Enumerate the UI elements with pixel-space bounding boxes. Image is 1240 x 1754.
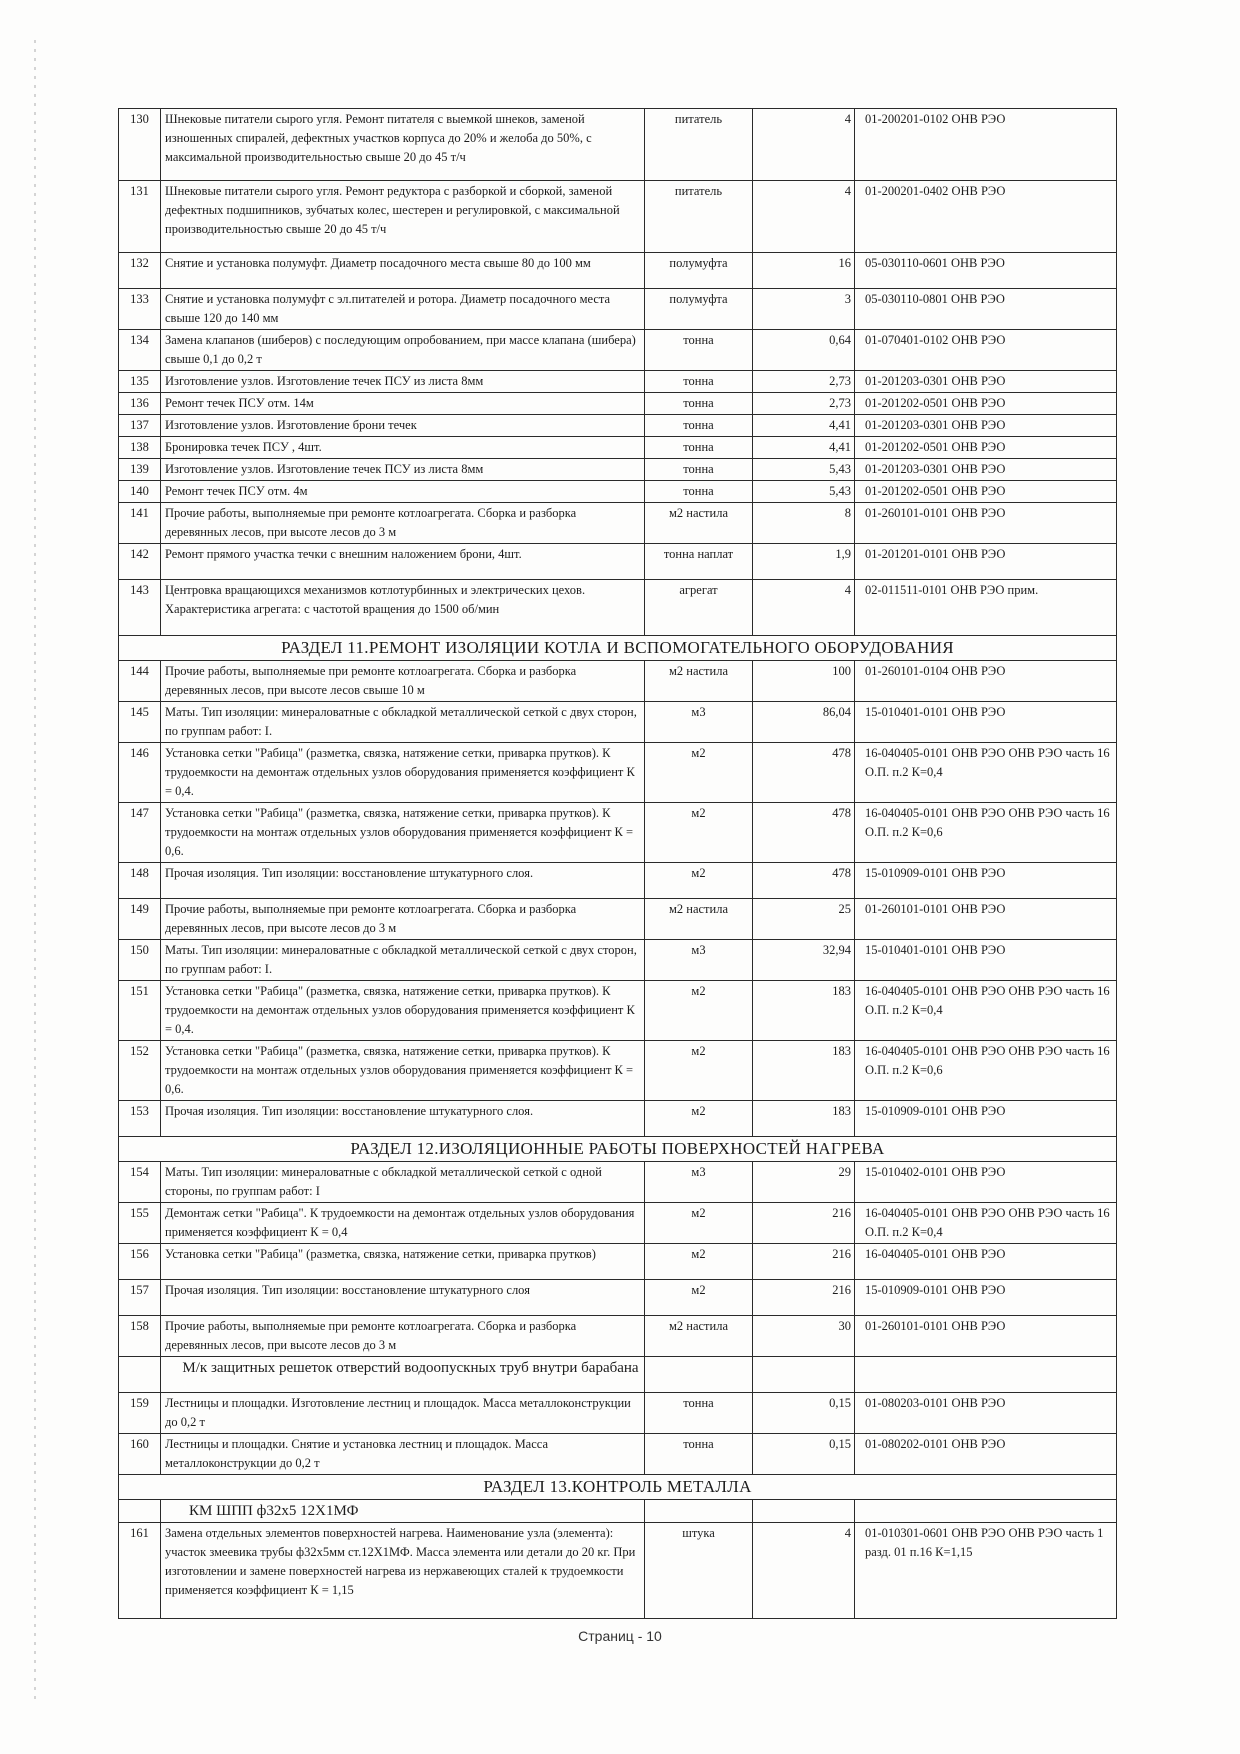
work-description: Замена отдельных элементов поверхностей нагрева. Наименование узла (элемента): участок змеевика трубы ф32х5мм ст.12Х1МФ. Масса элемента или детали до 20 кг. При изготовлении и замене поверхностей нагрева из нержавеющих сталей к трудоемкости применяется коэффициент К = 1,15 [161,1523,645,1619]
table-row [119,702,1117,743]
row-number: 147 [119,803,161,863]
unit-of-measure: тонна [645,393,753,415]
scan-margin-artifact [34,40,36,1700]
norm-code: 01-201201-0101 ОНВ РЭО [855,544,1117,580]
table-row [119,1203,1117,1244]
work-description: Установка сетки "Рабица" (разметка, связка, натяжение сетки, приварка прутков). К трудоемкости на монтаж отдельных узлов оборудования применяется коэффициент К = 0,6. [161,1041,645,1101]
row-number: 152 [119,1041,161,1101]
quantity: 32,94 [753,940,855,981]
row-number: 159 [119,1393,161,1434]
section-title: РАЗДЕЛ 11.РЕМОНТ ИЗОЛЯЦИИ КОТЛА И ВСПОМОГАТЕЛЬНОГО ОБОРУДОВАНИЯ [119,636,1117,661]
norm-code: 01-201203-0301 ОНВ РЭО [855,459,1117,481]
row-number: 134 [119,330,161,371]
unit-of-measure: тонна [645,1393,753,1434]
unit-of-measure: агрегат [645,580,753,636]
work-description: Прочая изоляция. Тип изоляции: восстановление штукатурного слоя. [161,1101,645,1137]
norm-code: 01-080203-0101 ОНВ РЭО [855,1393,1117,1434]
quantity: 183 [753,1041,855,1101]
work-description: Замена клапанов (шиберов) с последующим опробованием, при массе клапана (шибера) свыше 0,1 до 0,2 т [161,330,645,371]
row-number: 138 [119,437,161,459]
work-description: Лестницы и площадки. Изготовление лестниц и площадок. Масса металлоконструкции до 0,2 т [161,1393,645,1434]
quantity: 86,04 [753,702,855,743]
unit-of-measure: тонна [645,415,753,437]
work-description: Шнековые питатели сырого угля. Ремонт редуктора с разборкой и сборкой, заменой дефектных подшипников, зубчатых колес, шестерен и регулировкой, с максимальной производительностью свыше 20 до 45 т/ч [161,181,645,253]
quantity: 1,9 [753,544,855,580]
row-number: 161 [119,1523,161,1619]
subsection-title: М/к защитных решеток отверстий водоопускных труб внутри барабана [161,1357,645,1393]
table-row [119,503,1117,544]
table-row [119,393,1117,415]
work-description: Прочая изоляция. Тип изоляции: восстановление штукатурного слоя [161,1280,645,1316]
row-number: 156 [119,1244,161,1280]
table-row [119,899,1117,940]
row-number: 158 [119,1316,161,1357]
empty-cell [119,1357,161,1393]
quantity: 29 [753,1162,855,1203]
subsection-title: КМ ШПП ф32х5 12Х1МФ [161,1500,645,1523]
quantity: 0,15 [753,1434,855,1475]
unit-of-measure: питатель [645,181,753,253]
work-description: Прочая изоляция. Тип изоляции: восстановление штукатурного слоя. [161,863,645,899]
quantity: 16 [753,253,855,289]
norm-code: 01-201203-0301 ОНВ РЭО [855,415,1117,437]
unit-of-measure: тонна [645,330,753,371]
quantity: 478 [753,743,855,803]
unit-of-measure: м2 [645,1203,753,1244]
work-description: Демонтаж сетки "Рабица". К трудоемкости на демонтаж отдельных узлов оборудования применяется коэффициент К = 0,4 [161,1203,645,1244]
work-description: Прочие работы, выполняемые при ремонте котлоагрегата. Сборка и разборка деревянных лесов, при высоте лесов до 3 м [161,899,645,940]
norm-code: 05-030110-0801 ОНВ РЭО [855,289,1117,330]
quantity: 2,73 [753,393,855,415]
section-header-row [119,1475,1117,1500]
empty-cell [645,1500,753,1523]
unit-of-measure: тонна [645,437,753,459]
row-number: 154 [119,1162,161,1203]
table-row [119,289,1117,330]
row-number: 133 [119,289,161,330]
norm-code: 15-010909-0101 ОНВ РЭО [855,1280,1117,1316]
section-title: РАЗДЕЛ 12.ИЗОЛЯЦИОННЫЕ РАБОТЫ ПОВЕРХНОСТЕЙ НАГРЕВА [119,1137,1117,1162]
quantity: 3 [753,289,855,330]
norm-code: 16-040405-0101 ОНВ РЭО ОНВ РЭО часть 16 О.П. п.2 К=0,6 [855,803,1117,863]
row-number: 143 [119,580,161,636]
unit-of-measure: м2 [645,743,753,803]
norm-code: 15-010401-0101 ОНВ РЭО [855,702,1117,743]
row-number: 130 [119,109,161,181]
unit-of-measure: м3 [645,940,753,981]
table-row [119,1244,1117,1280]
row-number: 135 [119,371,161,393]
table-row [119,863,1117,899]
unit-of-measure: м2 настила [645,661,753,702]
row-number: 150 [119,940,161,981]
table-row [119,1523,1117,1619]
unit-of-measure: м2 настила [645,1316,753,1357]
norm-code: 01-260101-0101 ОНВ РЭО [855,503,1117,544]
quantity: 2,73 [753,371,855,393]
work-description: Ремонт течек ПСУ отм. 4м [161,481,645,503]
norm-code: 01-070401-0102 ОНВ РЭО [855,330,1117,371]
unit-of-measure: тонна наплат [645,544,753,580]
norm-code: 15-010401-0101 ОНВ РЭО [855,940,1117,981]
norm-code: 01-201202-0501 ОНВ РЭО [855,393,1117,415]
norm-code: 01-201202-0501 ОНВ РЭО [855,481,1117,503]
empty-cell [645,1357,753,1393]
row-number: 151 [119,981,161,1041]
unit-of-measure: м2 [645,863,753,899]
unit-of-measure: м3 [645,702,753,743]
section-header-row [119,636,1117,661]
work-description: Изготовление узлов. Изготовление брони течек [161,415,645,437]
unit-of-measure: м2 настила [645,899,753,940]
table-row [119,580,1117,636]
subsection-row [119,1357,1117,1393]
table-row [119,1162,1117,1203]
quantity: 0,64 [753,330,855,371]
row-number: 142 [119,544,161,580]
row-number: 155 [119,1203,161,1244]
unit-of-measure: м2 [645,1041,753,1101]
unit-of-measure: полумуфта [645,253,753,289]
table-row [119,1434,1117,1475]
quantity: 216 [753,1244,855,1280]
quantity: 183 [753,1101,855,1137]
unit-of-measure: м2 [645,1101,753,1137]
page-footer: Страниц - 10 [578,1628,662,1644]
quantity: 216 [753,1280,855,1316]
work-description: Изготовление узлов. Изготовление течек ПСУ из листа 8мм [161,371,645,393]
norm-code: 15-010909-0101 ОНВ РЭО [855,863,1117,899]
unit-of-measure: м2 [645,1244,753,1280]
quantity: 183 [753,981,855,1041]
unit-of-measure: тонна [645,371,753,393]
work-description: Ремонт прямого участка течки с внешним наложением брони, 4шт. [161,544,645,580]
row-number: 131 [119,181,161,253]
norm-code: 01-260101-0104 ОНВ РЭО [855,661,1117,702]
estimate-sheet [118,108,1116,1619]
work-description: Маты. Тип изоляции: минераловатные с обкладкой металлической сеткой с одной стороны, по группам работ: I [161,1162,645,1203]
table-row [119,1041,1117,1101]
works-table-body [119,109,1117,1619]
row-number: 137 [119,415,161,437]
work-description: Снятие и установка полумуфт. Диаметр посадочного места свыше 80 до 100 мм [161,253,645,289]
table-row [119,371,1117,393]
norm-code: 16-040405-0101 ОНВ РЭО ОНВ РЭО часть 16 О.П. п.2 К=0,4 [855,743,1117,803]
table-row [119,544,1117,580]
row-number: 141 [119,503,161,544]
table-row [119,481,1117,503]
norm-code: 02-011511-0101 ОНВ РЭО прим. [855,580,1117,636]
work-description: Ремонт течек ПСУ отм. 14м [161,393,645,415]
norm-code: 15-010909-0101 ОНВ РЭО [855,1101,1117,1137]
work-description: Маты. Тип изоляции: минераловатные с обкладкой металлической сеткой с двух сторон, по группам работ: I. [161,702,645,743]
unit-of-measure: м2 настила [645,503,753,544]
quantity: 0,15 [753,1393,855,1434]
unit-of-measure: м2 [645,1280,753,1316]
unit-of-measure: тонна [645,459,753,481]
subsection-row [119,1500,1117,1523]
norm-code: 16-040405-0101 ОНВ РЭО ОНВ РЭО часть 16 О.П. п.2 К=0,4 [855,1203,1117,1244]
quantity: 5,43 [753,459,855,481]
empty-cell [753,1357,855,1393]
empty-cell [855,1357,1117,1393]
quantity: 4 [753,580,855,636]
norm-code: 01-201202-0501 ОНВ РЭО [855,437,1117,459]
unit-of-measure: штука [645,1523,753,1619]
norm-code: 01-200201-0102 ОНВ РЭО [855,109,1117,181]
row-number: 157 [119,1280,161,1316]
norm-code: 01-080202-0101 ОНВ РЭО [855,1434,1117,1475]
table-row [119,1393,1117,1434]
section-title: РАЗДЕЛ 13.КОНТРОЛЬ МЕТАЛЛА [119,1475,1117,1500]
row-number: 144 [119,661,161,702]
norm-code: 01-201203-0301 ОНВ РЭО [855,371,1117,393]
work-description: Снятие и установка полумуфт с эл.питателей и ротора. Диаметр посадочного места свыше 120 до 140 мм [161,289,645,330]
table-row [119,981,1117,1041]
row-number: 132 [119,253,161,289]
empty-cell [855,1500,1117,1523]
work-description: Прочие работы, выполняемые при ремонте котлоагрегата. Сборка и разборка деревянных лесов, при высоте лесов свыше 10 м [161,661,645,702]
empty-cell [119,1500,161,1523]
unit-of-measure: питатель [645,109,753,181]
table-row [119,459,1117,481]
quantity: 478 [753,863,855,899]
row-number: 139 [119,459,161,481]
row-number: 145 [119,702,161,743]
quantity: 4,41 [753,437,855,459]
quantity: 4 [753,181,855,253]
norm-code: 01-260101-0101 ОНВ РЭО [855,899,1117,940]
norm-code: 15-010402-0101 ОНВ РЭО [855,1162,1117,1203]
unit-of-measure: полумуфта [645,289,753,330]
quantity: 216 [753,1203,855,1244]
quantity: 4,41 [753,415,855,437]
quantity: 4 [753,109,855,181]
unit-of-measure: тонна [645,481,753,503]
row-number: 136 [119,393,161,415]
norm-code: 16-040405-0101 ОНВ РЭО ОНВ РЭО часть 16 О.П. п.2 К=0,6 [855,1041,1117,1101]
work-description: Бронировка течек ПСУ , 4шт. [161,437,645,459]
row-number: 149 [119,899,161,940]
table-row [119,661,1117,702]
work-description: Установка сетки "Рабица" (разметка, связка, натяжение сетки, приварка прутков). К трудоемкости на демонтаж отдельных узлов оборудования применяется коэффициент К = 0,4. [161,743,645,803]
work-description: Прочие работы, выполняемые при ремонте котлоагрегата. Сборка и разборка деревянных лесов, при высоте лесов до 3 м [161,503,645,544]
norm-code: 01-200201-0402 ОНВ РЭО [855,181,1117,253]
quantity: 4 [753,1523,855,1619]
unit-of-measure: м2 [645,981,753,1041]
quantity: 5,43 [753,481,855,503]
table-row [119,330,1117,371]
row-number: 153 [119,1101,161,1137]
table-row [119,181,1117,253]
unit-of-measure: м3 [645,1162,753,1203]
table-row [119,743,1117,803]
unit-of-measure: тонна [645,1434,753,1475]
work-description: Шнековые питатели сырого угля. Ремонт питателя с выемкой шнеков, заменой изношенных спиралей, дефектных участков корпуса до 20% и желоба до 50%, с максимальной производительностью свыше 20 до 45 т/ч [161,109,645,181]
table-row [119,1316,1117,1357]
norm-code: 16-040405-0101 ОНВ РЭО ОНВ РЭО часть 16 О.П. п.2 К=0,4 [855,981,1117,1041]
quantity: 8 [753,503,855,544]
norm-code: 05-030110-0601 ОНВ РЭО [855,253,1117,289]
work-description: Установка сетки "Рабица" (разметка, связка, натяжение сетки, приварка прутков). К трудоемкости на демонтаж отдельных узлов оборудования применяется коэффициент К = 0,4. [161,981,645,1041]
quantity: 30 [753,1316,855,1357]
table-row [119,415,1117,437]
row-number: 148 [119,863,161,899]
table-row [119,109,1117,181]
table-row [119,803,1117,863]
work-description: Лестницы и площадки. Снятие и установка лестниц и площадок. Масса металлоконструкции до 0,2 т [161,1434,645,1475]
work-description: Прочие работы, выполняемые при ремонте котлоагрегата. Сборка и разборка деревянных лесов, при высоте лесов до 3 м [161,1316,645,1357]
row-number: 146 [119,743,161,803]
row-number: 160 [119,1434,161,1475]
table-row [119,1280,1117,1316]
work-description: Центровка вращающихся механизмов котлотурбинных и электрических цехов. Характеристика агрегата: с частотой вращения до 1500 об/мин [161,580,645,636]
norm-code: 01-260101-0101 ОНВ РЭО [855,1316,1117,1357]
work-description: Изготовление узлов. Изготовление течек ПСУ из листа 8мм [161,459,645,481]
table-row [119,437,1117,459]
norm-code: 16-040405-0101 ОНВ РЭО [855,1244,1117,1280]
norm-code: 01-010301-0601 ОНВ РЭО ОНВ РЭО часть 1 разд. 01 п.16 К=1,15 [855,1523,1117,1619]
empty-cell [753,1500,855,1523]
works-table [118,108,1117,1619]
quantity: 478 [753,803,855,863]
work-description: Установка сетки "Рабица" (разметка, связка, натяжение сетки, приварка прутков) [161,1244,645,1280]
table-row [119,253,1117,289]
work-description: Маты. Тип изоляции: минераловатные с обкладкой металлической сеткой с двух сторон, по группам работ: I. [161,940,645,981]
quantity: 25 [753,899,855,940]
quantity: 100 [753,661,855,702]
row-number: 140 [119,481,161,503]
unit-of-measure: м2 [645,803,753,863]
table-row [119,940,1117,981]
section-header-row [119,1137,1117,1162]
table-row [119,1101,1117,1137]
work-description: Установка сетки "Рабица" (разметка, связка, натяжение сетки, приварка прутков). К трудоемкости на монтаж отдельных узлов оборудования применяется коэффициент К = 0,6. [161,803,645,863]
